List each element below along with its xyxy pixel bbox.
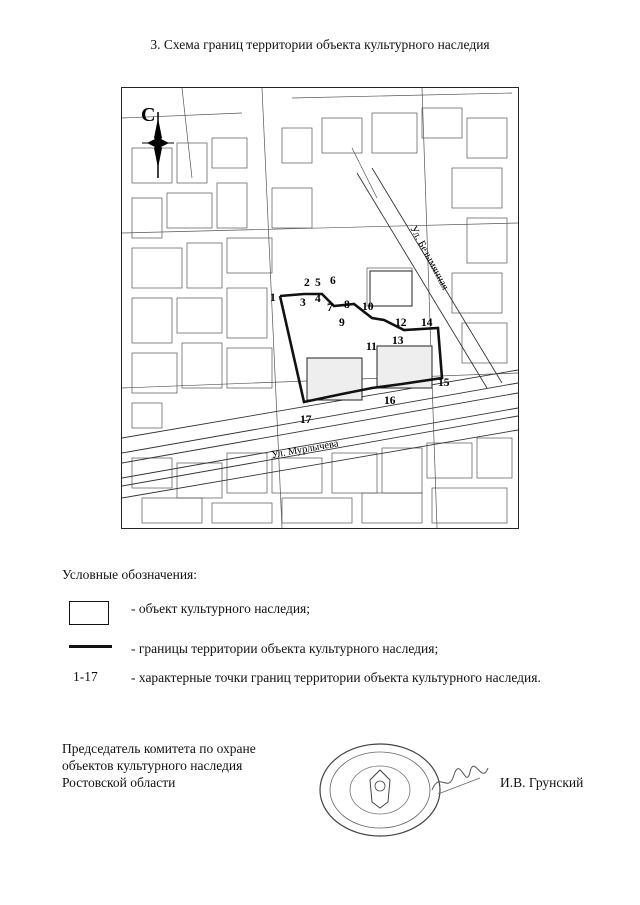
point-label: 6 — [330, 275, 336, 287]
point-label: 15 — [438, 377, 450, 389]
boundary-map — [121, 87, 519, 529]
signatory-name: И.В. Грунский — [500, 775, 584, 790]
point-label: 1 — [270, 292, 276, 304]
legend-title: Условные обозначения: — [62, 567, 198, 582]
legend-object-symbol — [69, 601, 109, 625]
handwritten-signature — [430, 760, 490, 800]
legend-boundary-symbol — [69, 645, 112, 648]
street-label-side: Ул. Безымянная — [407, 224, 451, 293]
document-title: 3. Схема границ территории объекта культурного наследия — [150, 37, 490, 52]
street-label-murlycheva: Ул. Мурлычева — [270, 438, 340, 461]
point-label: 3 — [300, 297, 306, 309]
point-label: 13 — [392, 335, 404, 347]
signatory-line: объектов культурного наследия — [62, 758, 243, 773]
signatory-line: Ростовской области — [62, 775, 176, 790]
point-label: 10 — [362, 301, 374, 313]
map-background-linework — [122, 88, 518, 528]
point-label: 14 — [421, 317, 433, 329]
legend-points-text: - характерные точки границ территории объекта культурного наследия. — [131, 670, 541, 685]
point-label: 5 — [315, 277, 321, 289]
signatory-line: Председатель комитета по охране — [62, 741, 256, 756]
heritage-objects — [307, 271, 432, 400]
point-label: 16 — [384, 395, 396, 407]
point-label: 2 — [304, 277, 310, 289]
north-label: С — [141, 104, 156, 126]
signatory-title — [62, 740, 256, 791]
north-arrow — [141, 104, 174, 178]
legend-object-text: - объект культурного наследия; — [131, 601, 311, 616]
legend-boundary-text: - границы территории объекта культурного наследия; — [131, 641, 439, 656]
point-label: 12 — [395, 317, 407, 329]
point-label: 11 — [366, 341, 377, 353]
point-label: 17 — [300, 414, 312, 426]
point-label: 4 — [315, 293, 321, 305]
map-drawing — [122, 88, 518, 528]
point-label: 8 — [344, 299, 350, 311]
point-label: 9 — [339, 317, 345, 329]
point-label: 7 — [327, 302, 333, 314]
legend-points-range: 1-17 — [73, 669, 98, 684]
